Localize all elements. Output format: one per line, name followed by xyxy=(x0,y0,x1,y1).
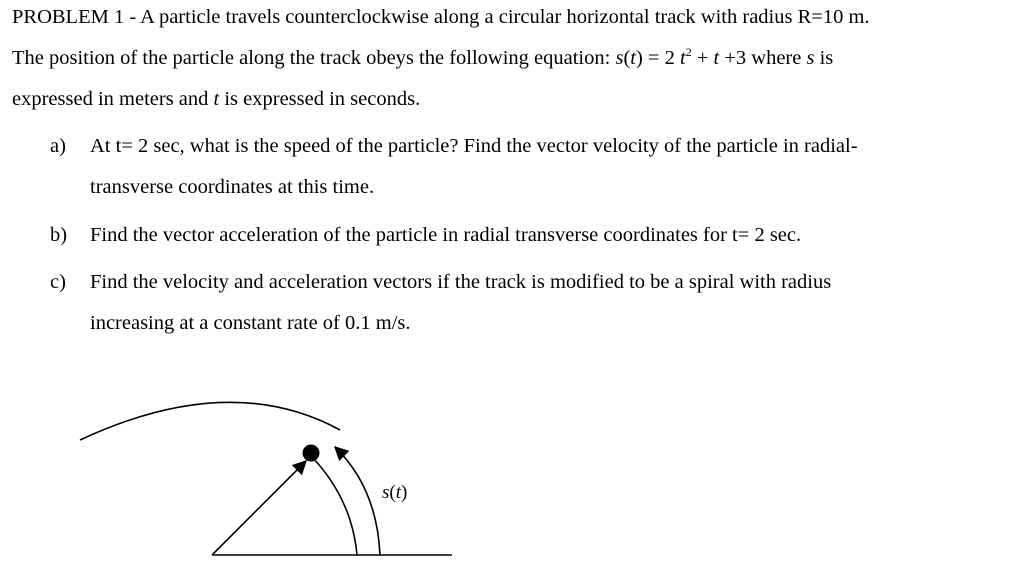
arc-length-label xyxy=(382,482,407,503)
units-t: t xyxy=(213,88,220,110)
equation-exponent: 2 xyxy=(685,45,692,59)
question-c-line1: Find the velocity and acceleration vectors if the track is modified to be a spiral with radius xyxy=(90,271,832,293)
question-c-marker: c) xyxy=(50,271,66,293)
equation-intro: The position of the particle along the track obeys the following equation: xyxy=(12,47,616,69)
units-suffix: is expressed in seconds. xyxy=(219,88,421,110)
equation-s: s xyxy=(615,47,624,69)
equation-t3: t xyxy=(713,47,720,69)
particle-dot xyxy=(303,445,320,462)
problem-heading: PROBLEM 1 - A particle travels counterclockwise along a circular horizontal track with radius R=10 m. xyxy=(12,6,870,28)
equation-open: ( xyxy=(623,47,631,69)
label-close: ) xyxy=(401,482,408,503)
question-c-line2: increasing at a constant rate of 0.1 m/s. xyxy=(90,312,411,334)
question-a-line1: At t= 2 sec, what is the speed of the particle? Find the vector velocity of the particle in radial- xyxy=(90,135,858,157)
equation-plus: + xyxy=(691,47,714,69)
track-arc xyxy=(80,402,340,440)
label-s: s xyxy=(382,482,390,503)
equation-s2: s xyxy=(806,47,815,69)
radius-arrow xyxy=(212,461,306,555)
question-a-line2: transverse coordinates at this time. xyxy=(90,176,375,198)
question-b-line1: Find the vector acceleration of the particle in radial transverse coordinates for t= 2 sec. xyxy=(90,224,802,246)
question-b-marker: b) xyxy=(50,224,68,246)
equation-mid: ) = 2 xyxy=(635,47,680,69)
equation-suffix: is xyxy=(814,47,834,69)
question-a-marker: a) xyxy=(50,135,66,157)
units-prefix: expressed in meters and xyxy=(12,88,214,110)
label-open: ( xyxy=(389,482,396,503)
label-t: t xyxy=(395,482,402,503)
equation-t2: t xyxy=(679,47,686,69)
equation-end: +3 where xyxy=(719,47,807,69)
particle-drop-line xyxy=(313,458,357,555)
equation-t1: t xyxy=(630,47,636,69)
